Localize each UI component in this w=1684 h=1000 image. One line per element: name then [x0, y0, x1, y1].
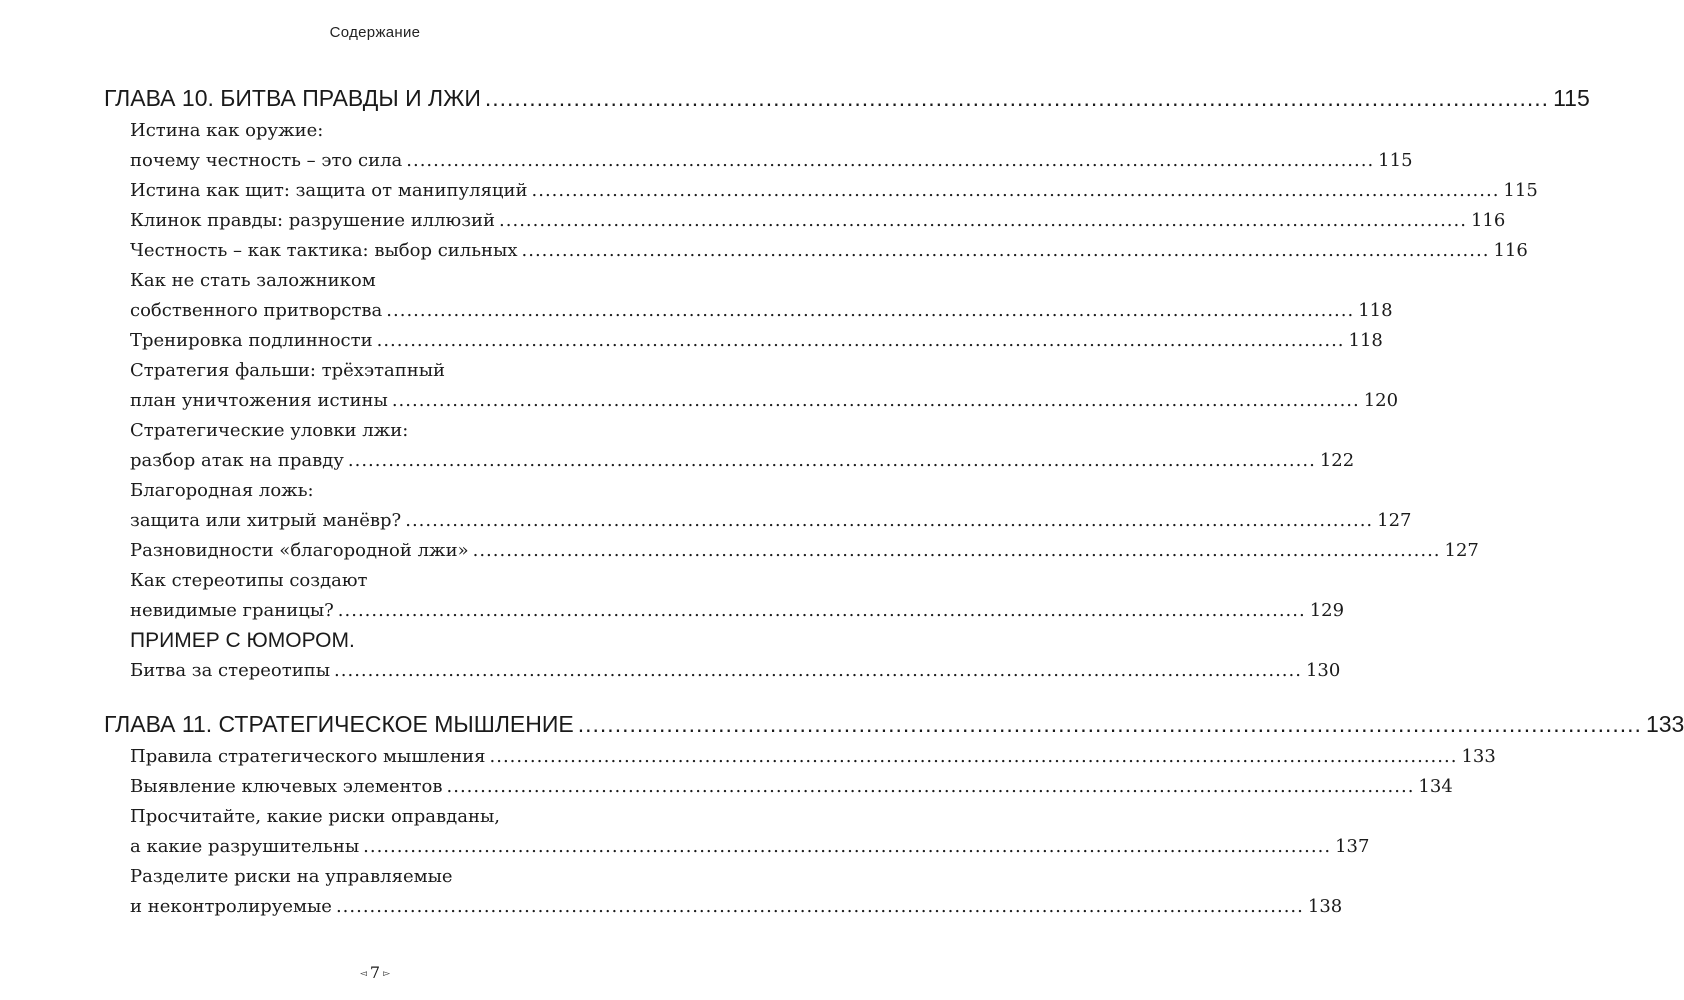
toc-entry-title: и неконтролируемые: [130, 896, 332, 917]
toc-chapter-title: ГЛАВА 11. СТРАТЕГИЧЕСКОЕ МЫШЛЕНИЕ: [104, 711, 574, 737]
toc-page-number: 118: [1358, 300, 1393, 321]
dot-leader: ................................................................................................................................................: [531, 180, 1500, 201]
right-triangle-icon: ▻: [383, 969, 391, 979]
toc-line: [104, 862, 644, 892]
dot-leader: ................................................................................................................................................: [386, 300, 1355, 321]
dot-leader: ................................................................................................................................................: [337, 600, 1306, 621]
toc-chapter[interactable]: [104, 80, 1590, 116]
toc-entry[interactable]: [104, 326, 1383, 356]
toc-entry-title: Как стереотипы создают: [130, 570, 368, 591]
toc-entry[interactable]: [104, 446, 1355, 476]
toc-entry-title: Выявление ключевых элементов: [130, 776, 443, 797]
toc-entry-title: Стратегия фальши: трёхэтапный: [130, 360, 446, 381]
toc-page-number: 137: [1335, 836, 1370, 857]
toc-page-number: 133: [1461, 746, 1496, 767]
dot-leader: ................................................................................................................................................: [391, 390, 1360, 411]
dot-leader: ................................................................................................................................................: [484, 85, 1550, 111]
toc-entry-title: Истина как оружие:: [130, 120, 324, 141]
toc-line: [104, 416, 644, 446]
toc-entry[interactable]: [104, 236, 1528, 266]
toc-entry-title: Как не стать заложником: [130, 270, 376, 291]
running-head: Содержание: [329, 24, 421, 41]
toc-page-number: 115: [1378, 150, 1413, 171]
table-of-contents: [104, 80, 1684, 922]
toc-page-number: 134: [1418, 776, 1453, 797]
dot-leader: ................................................................................................................................................: [347, 450, 1316, 471]
toc-page-number: 133: [1645, 711, 1684, 737]
dot-leader: ................................................................................................................................................: [446, 776, 1415, 797]
toc-chapter[interactable]: [104, 706, 1684, 742]
toc-entry[interactable]: [104, 536, 1479, 566]
toc-entry-title: Благородная ложь:: [130, 480, 314, 501]
toc-entry-title: разбор атак на правду: [130, 450, 344, 471]
dot-leader: ................................................................................................................................................: [489, 746, 1458, 767]
toc-line: [104, 266, 644, 296]
toc-page-number: 115: [1503, 180, 1538, 201]
toc-entry[interactable]: [104, 206, 1506, 236]
toc-entry-title: Битва за стереотипы: [130, 660, 331, 681]
toc-page-number: 138: [1307, 896, 1343, 917]
toc-section-heading: [104, 626, 644, 656]
toc-page-number: 116: [1470, 210, 1506, 231]
toc-entry[interactable]: [104, 506, 1412, 536]
toc-entry-title: почему честность – это сила: [130, 150, 403, 171]
toc-entry-title: Истина как щит: защита от манипуляций: [130, 180, 528, 201]
toc-page-number: 127: [1377, 510, 1412, 531]
left-triangle-icon: ◅: [359, 969, 367, 979]
toc-page-number: 120: [1363, 390, 1399, 411]
toc-entry-title: Клинок правды: разрушение иллюзий: [130, 210, 496, 231]
toc-page-number: 116: [1493, 240, 1528, 261]
toc-line: [104, 476, 644, 506]
toc-page-number: 130: [1305, 660, 1341, 681]
toc-page-number: 122: [1319, 450, 1355, 471]
toc-entry-title: Разделите риски на управляемые: [130, 866, 453, 887]
toc-entry[interactable]: [104, 596, 1345, 626]
toc-entry[interactable]: [104, 296, 1393, 326]
toc-page-number: 127: [1444, 540, 1479, 561]
toc-entry[interactable]: [104, 176, 1538, 206]
toc-entry-title: Правила стратегического мышления: [130, 746, 486, 767]
toc-entry-title: невидимые границы?: [130, 600, 334, 621]
toc-entry-title: Честность – как тактика: выбор сильных: [130, 240, 518, 261]
toc-entry-title: а какие разрушительны: [130, 836, 360, 857]
toc-page-number: 115: [1553, 85, 1590, 111]
dot-leader: ................................................................................................................................................: [334, 660, 1302, 681]
toc-entry-title: Тренировка подлинности: [130, 330, 373, 351]
toc-line: [104, 116, 644, 146]
toc-page-number: 129: [1309, 600, 1345, 621]
toc-entry[interactable]: [104, 386, 1399, 416]
toc-line: [104, 566, 644, 596]
toc-entry-title: Просчитайте, какие риски оправданы,: [130, 806, 501, 827]
dot-leader: ................................................................................................................................................: [521, 240, 1490, 261]
page-number-footer: [0, 963, 750, 982]
toc-entry-title: собственного притворства: [130, 300, 383, 321]
toc-entry[interactable]: [104, 892, 1343, 922]
dot-leader: ................................................................................................................................................: [376, 330, 1345, 351]
dot-leader: ................................................................................................................................................: [472, 540, 1441, 561]
toc-entry[interactable]: [104, 656, 1341, 686]
toc-line: [104, 802, 644, 832]
toc-page-number: 118: [1348, 330, 1383, 351]
toc-entry-title: план уничтожения истины: [130, 390, 388, 411]
toc-entry-title: Стратегические уловки лжи:: [130, 420, 409, 441]
dot-leader: ................................................................................................................................................: [335, 896, 1304, 917]
dot-leader: ................................................................................................................................................: [406, 150, 1375, 171]
dot-leader: ................................................................................................................................................: [363, 836, 1332, 857]
folio-number: 7: [369, 963, 381, 982]
toc-entry-title: ПРИМЕР С ЮМОРОМ.: [130, 629, 355, 652]
dot-leader: ................................................................................................................................................: [405, 510, 1374, 531]
dot-leader: ................................................................................................................................................: [499, 210, 1467, 231]
dot-leader: ................................................................................................................................................: [577, 711, 1642, 737]
toc-chapter-title: ГЛАВА 10. БИТВА ПРАВДЫ И ЛЖИ: [104, 85, 481, 111]
toc-entry[interactable]: [104, 772, 1453, 802]
toc-entry[interactable]: [104, 146, 1413, 176]
toc-entry[interactable]: [104, 742, 1496, 772]
toc-line: [104, 356, 644, 386]
toc-entry-title: Разновидности «благородной лжи»: [130, 540, 469, 561]
toc-entry-title: защита или хитрый манёвр?: [130, 510, 402, 531]
toc-entry[interactable]: [104, 832, 1370, 862]
